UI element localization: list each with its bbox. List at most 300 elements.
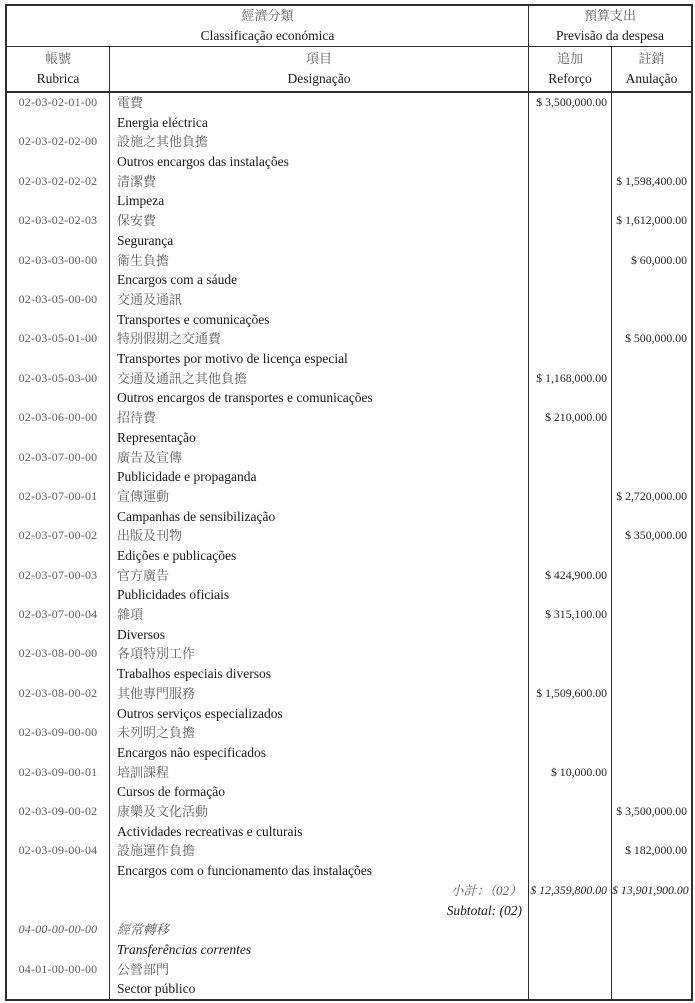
row-code: 04-00-00-00-00	[18, 922, 98, 937]
cell-code	[7, 369, 109, 408]
cell-code	[7, 960, 109, 999]
column-header-reinforcement	[528, 47, 611, 91]
row-designation-pt: Edições e publicações	[117, 547, 237, 563]
cell-reinforcement-amount	[528, 93, 611, 132]
cancellation-amount: $ 3,500,000.00	[616, 804, 687, 819]
row-designation-zh: 康樂及文化活動	[117, 804, 209, 820]
row-code-spacer	[7, 270, 109, 290]
cancellation-amount-spacer	[612, 585, 691, 605]
cell-code	[7, 763, 109, 802]
row-designation-zh: 培訓課程	[117, 764, 170, 780]
row-designation-pt: Actividades recreativas e culturais	[117, 823, 303, 839]
reinforcement-amount: $ 12,359,800.00	[530, 882, 607, 897]
cancellation-amount: $ 1,612,000.00	[616, 213, 687, 228]
cancellation-amount-spacer	[612, 743, 691, 763]
cell-reinforcement-amount	[528, 408, 611, 447]
cell-code	[7, 251, 109, 290]
reinforcement-amount-spacer	[529, 546, 611, 566]
cancellation-amount	[612, 93, 691, 113]
row-designation-pt: Energia eléctrica	[117, 114, 208, 130]
cell-cancellation-amount	[611, 211, 691, 250]
cell-reinforcement-amount	[528, 211, 611, 250]
reinforcement-amount	[529, 723, 611, 743]
cell-designation	[109, 802, 528, 841]
cancellation-amount: $ 60,000.00	[630, 252, 687, 267]
cell-reinforcement-amount	[528, 172, 611, 211]
row-code: 02-03-07-00-00	[18, 449, 98, 464]
table-row	[7, 93, 691, 132]
row-code: 02-03-02-01-00	[18, 95, 98, 109]
row-code-spacer	[7, 704, 109, 724]
cell-code	[7, 684, 109, 723]
cancellation-amount-spacer	[612, 270, 691, 290]
cell-cancellation-amount	[611, 802, 691, 841]
cell-cancellation-amount	[611, 526, 691, 565]
row-code-spacer	[7, 625, 109, 645]
reinforcement-amount-spacer	[529, 940, 611, 960]
budget-table	[5, 4, 693, 1001]
cell-designation	[109, 881, 528, 920]
row-designation-zh: 設施運作負擔	[117, 843, 196, 859]
cell-reinforcement-amount	[528, 960, 611, 999]
table-row	[7, 487, 691, 526]
row-code: 02-03-08-00-02	[18, 685, 98, 700]
cell-code	[7, 172, 109, 211]
row-designation-zh: 交通及通訊之其他負擔	[117, 370, 248, 386]
cell-cancellation-amount	[611, 290, 691, 329]
cancellation-amount-spacer	[612, 704, 691, 724]
cancellation-amount-spacer	[612, 191, 691, 211]
cancellation-amount	[612, 644, 691, 664]
row-code: 02-03-07-00-02	[18, 528, 98, 543]
row-designation-zh: 廣告及宣傳	[117, 449, 183, 465]
table-row	[7, 920, 691, 959]
cell-designation	[109, 487, 528, 526]
reinforcement-amount	[529, 644, 611, 664]
table-row	[7, 369, 691, 408]
cancellation-amount-spacer	[612, 310, 691, 330]
cell-reinforcement-amount	[528, 526, 611, 565]
cell-cancellation-amount	[611, 132, 691, 171]
cell-code	[7, 93, 109, 132]
row-code: 02-03-02-02-00	[18, 134, 98, 149]
row-designation-pt: Representação	[117, 429, 196, 445]
cell-cancellation-amount	[611, 841, 691, 880]
reinforcement-column-label-pt: Reforço	[548, 71, 592, 86]
table-row	[7, 960, 691, 999]
reinforcement-amount-spacer	[529, 152, 611, 172]
cell-reinforcement-amount	[528, 920, 611, 959]
cancellation-amount	[612, 723, 691, 743]
table-row	[7, 132, 691, 171]
table-row	[7, 290, 691, 329]
cell-code	[7, 408, 109, 447]
reinforcement-amount-spacer	[529, 901, 611, 921]
row-designation-zh: 特別假期之交通費	[117, 331, 222, 347]
cancellation-amount-spacer	[612, 349, 691, 369]
cell-designation	[109, 132, 528, 171]
cell-cancellation-amount	[611, 723, 691, 762]
reinforcement-amount	[529, 526, 611, 546]
cell-code	[7, 566, 109, 605]
cell-designation	[109, 290, 528, 329]
reinforcement-amount-spacer	[529, 822, 611, 842]
cancellation-amount	[612, 408, 691, 428]
cell-designation	[109, 251, 528, 290]
row-designation-pt: Subtotal: (02)	[446, 902, 522, 918]
row-code: 02-03-07-00-04	[18, 607, 98, 622]
row-code-spacer	[7, 546, 109, 566]
row-code-spacer	[7, 861, 109, 881]
reinforcement-amount-spacer	[529, 388, 611, 408]
cancellation-amount	[612, 684, 691, 704]
cancellation-amount: $ 2,720,000.00	[616, 488, 687, 503]
row-designation-zh: 宣傳運動	[117, 488, 170, 504]
reinforcement-amount	[529, 211, 611, 231]
cell-code	[7, 841, 109, 880]
reinforcement-amount: $ 424,900.00	[545, 567, 607, 582]
cell-designation	[109, 329, 528, 368]
table-row	[7, 408, 691, 447]
reinforcement-amount-spacer	[529, 428, 611, 448]
reinforcement-amount-spacer	[529, 704, 611, 724]
cell-reinforcement-amount	[528, 369, 611, 408]
cell-code	[7, 211, 109, 250]
row-code: 02-03-09-00-02	[18, 804, 98, 819]
economic-classification-label-pt: Classificação económica	[200, 28, 335, 43]
cancellation-column-label-pt: Anulação	[625, 71, 678, 86]
row-designation-zh: 招待費	[117, 410, 157, 426]
row-designation-zh: 小計：（02）	[450, 882, 522, 898]
cancellation-amount-spacer	[612, 231, 691, 251]
reinforcement-amount-spacer	[529, 782, 611, 802]
cancellation-amount-spacer	[612, 940, 691, 960]
row-designation-pt: Publicidades oficiais	[117, 587, 230, 603]
cell-code	[7, 723, 109, 762]
table-row	[7, 605, 691, 644]
subtotal-row	[7, 881, 691, 920]
cancellation-amount-spacer	[612, 822, 691, 842]
row-code: 02-03-07-00-03	[18, 567, 98, 582]
cell-cancellation-amount	[611, 329, 691, 368]
row-code: 02-03-05-00-00	[18, 291, 98, 306]
cell-reinforcement-amount	[528, 132, 611, 171]
reinforcement-amount-spacer	[529, 979, 611, 999]
code-column-label-zh: 帳號	[44, 51, 71, 66]
reinforcement-amount-spacer	[529, 191, 611, 211]
row-designation-pt: Outros encargos de transportes e comunicações	[117, 390, 373, 406]
row-code: 02-03-06-00-00	[18, 410, 98, 425]
cancellation-amount	[612, 566, 691, 586]
cancellation-amount-spacer	[612, 546, 691, 566]
cancellation-amount-spacer	[612, 113, 691, 133]
row-code: 02-03-08-00-00	[18, 646, 98, 661]
cancellation-amount-spacer	[612, 901, 691, 921]
table-row	[7, 251, 691, 290]
cell-cancellation-amount	[611, 251, 691, 290]
reinforcement-amount-spacer	[529, 231, 611, 251]
row-designation-pt: Encargos não especificados	[117, 744, 266, 760]
cell-designation	[109, 408, 528, 447]
cell-designation	[109, 172, 528, 211]
item-column-label-pt: Designação	[287, 71, 351, 86]
cell-reinforcement-amount	[528, 487, 611, 526]
column-header-cancellation	[611, 47, 691, 91]
cell-designation	[109, 566, 528, 605]
row-code-spacer	[7, 191, 109, 211]
cell-reinforcement-amount	[528, 684, 611, 723]
header-budget-expenditure	[528, 6, 691, 46]
cell-cancellation-amount	[611, 369, 691, 408]
row-code: 02-03-03-00-00	[18, 252, 98, 267]
table-row	[7, 723, 691, 762]
item-column-label-zh: 項目	[305, 51, 332, 66]
cell-cancellation-amount	[611, 448, 691, 487]
table-header-groups	[7, 6, 691, 47]
cell-designation	[109, 605, 528, 644]
cell-designation	[109, 93, 528, 132]
reinforcement-amount	[529, 329, 611, 349]
row-designation-pt: Trabalhos especiais diversos	[117, 666, 271, 682]
cell-designation	[109, 448, 528, 487]
reinforcement-amount-spacer	[529, 310, 611, 330]
cell-cancellation-amount	[611, 566, 691, 605]
row-designation-zh: 各項特別工作	[117, 646, 196, 662]
row-code-spacer	[7, 585, 109, 605]
row-code-spacer	[7, 310, 109, 330]
reinforcement-amount-spacer	[529, 743, 611, 763]
reinforcement-amount	[529, 251, 611, 271]
reinforcement-amount-spacer	[529, 861, 611, 881]
row-code: 02-03-09-00-01	[18, 764, 98, 779]
row-code-spacer	[7, 388, 109, 408]
row-designation-zh: 電費	[117, 95, 144, 110]
cell-designation	[109, 841, 528, 880]
cancellation-amount	[612, 960, 691, 980]
cell-reinforcement-amount	[528, 644, 611, 683]
row-designation-zh: 衛生負擔	[117, 252, 170, 268]
row-code-spacer	[7, 940, 109, 960]
cell-designation	[109, 644, 528, 683]
cancellation-amount	[612, 920, 691, 940]
row-designation-zh: 雜項	[117, 607, 144, 623]
table-row	[7, 841, 691, 880]
cancellation-amount: $ 500,000.00	[625, 331, 687, 346]
cell-code	[7, 290, 109, 329]
cancellation-amount	[612, 132, 691, 152]
row-code: 02-03-09-00-00	[18, 725, 98, 740]
table-row	[7, 684, 691, 723]
cell-reinforcement-amount	[528, 881, 611, 920]
table-header-columns	[7, 47, 691, 93]
cell-cancellation-amount	[611, 172, 691, 211]
cancellation-amount: $ 1,598,400.00	[616, 173, 687, 188]
cell-designation	[109, 763, 528, 802]
table-row	[7, 526, 691, 565]
cell-reinforcement-amount	[528, 723, 611, 762]
table-row	[7, 802, 691, 841]
cell-designation	[109, 526, 528, 565]
row-designation-zh: 公營部門	[117, 961, 170, 977]
row-designation-zh: 交通及通訊	[117, 291, 183, 307]
cell-designation	[109, 369, 528, 408]
row-designation-zh: 出版及刊物	[117, 528, 183, 544]
row-code	[7, 881, 109, 901]
cell-code	[7, 605, 109, 644]
cancellation-amount-spacer	[612, 625, 691, 645]
reinforcement-amount	[529, 132, 611, 152]
reinforcement-amount	[529, 290, 611, 310]
row-designation-pt: Outros encargos das instalações	[117, 154, 289, 170]
code-column-label-pt: Rubrica	[36, 71, 80, 86]
reinforcement-amount-spacer	[529, 349, 611, 369]
cell-code	[7, 881, 109, 920]
row-designation-pt: Publicidade e propaganda	[117, 469, 257, 485]
row-designation-zh: 設施之其他負擔	[117, 134, 209, 150]
row-code: 02-03-09-00-04	[18, 843, 98, 858]
reinforcement-amount	[529, 960, 611, 980]
row-code-spacer	[7, 152, 109, 172]
row-code-spacer	[7, 782, 109, 802]
cell-code	[7, 802, 109, 841]
reinforcement-amount: $ 315,100.00	[545, 607, 607, 622]
table-body	[7, 93, 691, 999]
row-code: 02-03-02-02-02	[18, 173, 98, 188]
cancellation-amount-spacer	[612, 782, 691, 802]
reinforcement-amount	[529, 920, 611, 940]
reinforcement-amount-spacer	[529, 625, 611, 645]
cell-code	[7, 526, 109, 565]
reinforcement-column-label-zh: 追加	[556, 51, 583, 66]
reinforcement-amount-spacer	[529, 507, 611, 527]
row-designation-zh: 經常轉移	[117, 922, 170, 938]
row-code-spacer	[7, 664, 109, 684]
cancellation-amount-spacer	[612, 664, 691, 684]
cell-reinforcement-amount	[528, 566, 611, 605]
cancellation-amount	[612, 763, 691, 783]
row-code-spacer	[7, 467, 109, 487]
row-designation-pt: Cursos de formação	[117, 784, 225, 800]
reinforcement-amount-spacer	[529, 585, 611, 605]
reinforcement-amount	[529, 448, 611, 468]
row-designation-pt: Encargos com o funcionamento das instalações	[117, 863, 373, 879]
row-designation-pt: Encargos com a sáude	[117, 272, 238, 288]
reinforcement-amount: $ 1,168,000.00	[536, 370, 607, 385]
cancellation-amount	[612, 290, 691, 310]
cell-code	[7, 644, 109, 683]
reinforcement-amount: $ 210,000.00	[545, 410, 607, 425]
cell-code	[7, 132, 109, 171]
reinforcement-amount	[529, 487, 611, 507]
cancellation-amount-spacer	[612, 507, 691, 527]
cancellation-amount	[612, 369, 691, 389]
cell-cancellation-amount	[611, 960, 691, 999]
cell-cancellation-amount	[611, 644, 691, 683]
table-row	[7, 644, 691, 683]
row-code-spacer	[7, 113, 109, 133]
row-designation-zh: 保安費	[117, 213, 157, 229]
table-row	[7, 566, 691, 605]
cancellation-amount-spacer	[612, 979, 691, 999]
cell-cancellation-amount	[611, 881, 691, 920]
cancellation-amount-spacer	[612, 467, 691, 487]
economic-classification-label-zh: 經濟分類	[241, 8, 294, 23]
table-row	[7, 211, 691, 250]
row-designation-pt: Sector público	[117, 981, 196, 997]
cell-cancellation-amount	[611, 408, 691, 447]
reinforcement-amount: $ 1,509,600.00	[536, 685, 607, 700]
table-row	[7, 763, 691, 802]
row-code: 02-03-05-03-00	[18, 370, 98, 385]
row-code: 04-01-00-00-00	[18, 961, 98, 976]
reinforcement-amount: $ 10,000.00	[550, 764, 607, 779]
row-code-spacer	[7, 822, 109, 842]
cell-reinforcement-amount	[528, 251, 611, 290]
cell-code	[7, 487, 109, 526]
cell-code	[7, 920, 109, 959]
cell-reinforcement-amount	[528, 290, 611, 329]
row-designation-pt: Outros serviços especializados	[117, 705, 283, 721]
table-row	[7, 329, 691, 368]
cell-code	[7, 448, 109, 487]
cell-reinforcement-amount	[528, 605, 611, 644]
cell-cancellation-amount	[611, 920, 691, 959]
column-header-item	[109, 47, 528, 91]
reinforcement-amount-spacer	[529, 270, 611, 290]
cancellation-amount-spacer	[612, 861, 691, 881]
budget-expenditure-label-zh: 預算支出	[583, 8, 636, 23]
reinforcement-amount: $ 3,500,000.00	[536, 95, 607, 109]
header-economic-classification	[7, 6, 528, 46]
cell-designation	[109, 960, 528, 999]
column-header-code	[7, 47, 109, 91]
cell-designation	[109, 211, 528, 250]
row-code-spacer	[7, 743, 109, 763]
cell-reinforcement-amount	[528, 448, 611, 487]
row-designation-pt: Limpeza	[117, 193, 165, 209]
cell-reinforcement-amount	[528, 329, 611, 368]
row-code-spacer	[7, 979, 109, 999]
cancellation-amount-spacer	[612, 428, 691, 448]
cancellation-amount: $ 182,000.00	[625, 843, 687, 858]
row-code-spacer	[7, 231, 109, 251]
cell-reinforcement-amount	[528, 763, 611, 802]
cancellation-amount: $ 13,901,900.00	[612, 882, 689, 897]
cell-code	[7, 329, 109, 368]
table-row	[7, 172, 691, 211]
row-designation-pt: Segurança	[117, 232, 174, 248]
row-designation-pt: Diversos	[117, 626, 165, 642]
cell-designation	[109, 920, 528, 959]
cancellation-amount	[612, 448, 691, 468]
row-designation-zh: 官方廣告	[117, 567, 170, 583]
cancellation-amount-spacer	[612, 388, 691, 408]
row-code: 02-03-05-01-00	[18, 331, 98, 346]
row-designation-zh: 清潔費	[117, 173, 157, 189]
cancellation-amount-spacer	[612, 152, 691, 172]
row-code-spacer	[7, 507, 109, 527]
row-code: 02-03-02-02-03	[18, 213, 98, 228]
row-designation-zh: 未列明之負擔	[117, 725, 196, 741]
row-designation-pt: Transportes e comunicações	[117, 311, 270, 327]
cell-cancellation-amount	[611, 487, 691, 526]
cancellation-amount: $ 350,000.00	[625, 528, 687, 543]
row-designation-pt: Campanhas de sensibilização	[117, 508, 276, 524]
row-designation-pt: Transportes por motivo de licença especial	[117, 351, 348, 367]
cell-reinforcement-amount	[528, 802, 611, 841]
reinforcement-amount-spacer	[529, 664, 611, 684]
reinforcement-amount	[529, 172, 611, 192]
